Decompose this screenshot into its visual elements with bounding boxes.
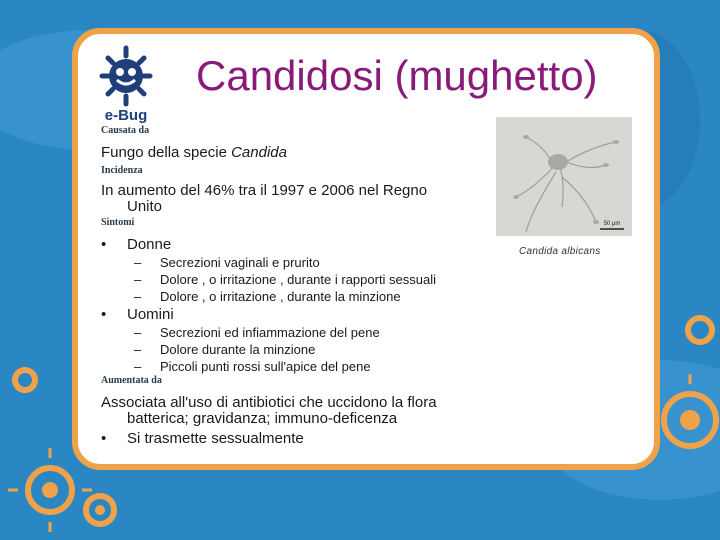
aumentata-line-1: Associata all'uso di antibiotici che uccidono la flora — [101, 394, 437, 411]
candida-micrograph — [496, 117, 632, 236]
sintomi-heading: Sintomi — [101, 217, 135, 228]
donne-item-text: Secrezioni vaginali e prurito — [160, 255, 320, 270]
bullet-trasmissione — [101, 430, 304, 447]
aumentata-bullet-text: Si trasmette sessualmente — [127, 430, 304, 447]
aumentata-heading: Aumentata da — [101, 375, 162, 386]
causa-text-prefix: Fungo della specie — [101, 144, 232, 161]
uomini-item-3 — [134, 359, 371, 374]
uomini-item-text: Dolore durante la minzione — [160, 342, 316, 357]
incidenza-line-1: In aumento del 46% tra il 1997 e 2006 nel Regno — [101, 182, 428, 199]
uomini-item-2 — [134, 342, 315, 357]
donne-item-text: Dolore , o irritazione , durante i rapporti sessuali — [160, 272, 437, 287]
bullet-glyph: • — [101, 236, 107, 253]
uomini-item-text: Secrezioni ed infiammazione del pene — [160, 325, 380, 340]
photo-caption: Candida albicans — [519, 246, 601, 257]
ebug-logo — [94, 44, 158, 124]
donne-item-1 — [134, 255, 320, 270]
donne-item-2 — [134, 272, 436, 287]
causa-text-italic: Candida — [231, 144, 287, 161]
bullet-donne — [101, 236, 171, 253]
bullet-glyph: • — [101, 306, 107, 323]
dash-glyph: – — [134, 289, 142, 304]
dash-glyph: – — [134, 255, 142, 270]
bullet-uomini — [101, 306, 174, 323]
dash-glyph: – — [134, 342, 142, 357]
uomini-label: Uomini — [127, 306, 174, 323]
donne-item-text: Dolore , o irritazione , durante la minzione — [160, 289, 401, 304]
causa-heading: Causata da — [101, 125, 150, 136]
donne-label: Donne — [127, 236, 172, 253]
incidenza-line-2: Unito — [127, 198, 163, 215]
uomini-item-1 — [134, 325, 380, 340]
incidenza-heading: Incidenza — [101, 165, 143, 176]
donne-item-3 — [134, 289, 401, 304]
slide-title: Candidosi (mughetto) — [196, 52, 598, 99]
dash-glyph: – — [134, 325, 142, 340]
causa-text — [101, 145, 287, 161]
dash-glyph: – — [134, 359, 142, 374]
bullet-glyph: • — [101, 430, 107, 447]
candida-micrograph-image — [496, 117, 632, 236]
aumentata-line-2: batterica; gravidanza; immuno-deficenza — [127, 410, 398, 427]
ebug-logo-text: e-Bug — [104, 107, 148, 124]
uomini-item-text: Piccoli punti rossi sull'apice del pene — [160, 359, 371, 374]
micrograph-scale-label: 50 µm — [603, 221, 621, 227]
dash-glyph: – — [134, 272, 142, 287]
